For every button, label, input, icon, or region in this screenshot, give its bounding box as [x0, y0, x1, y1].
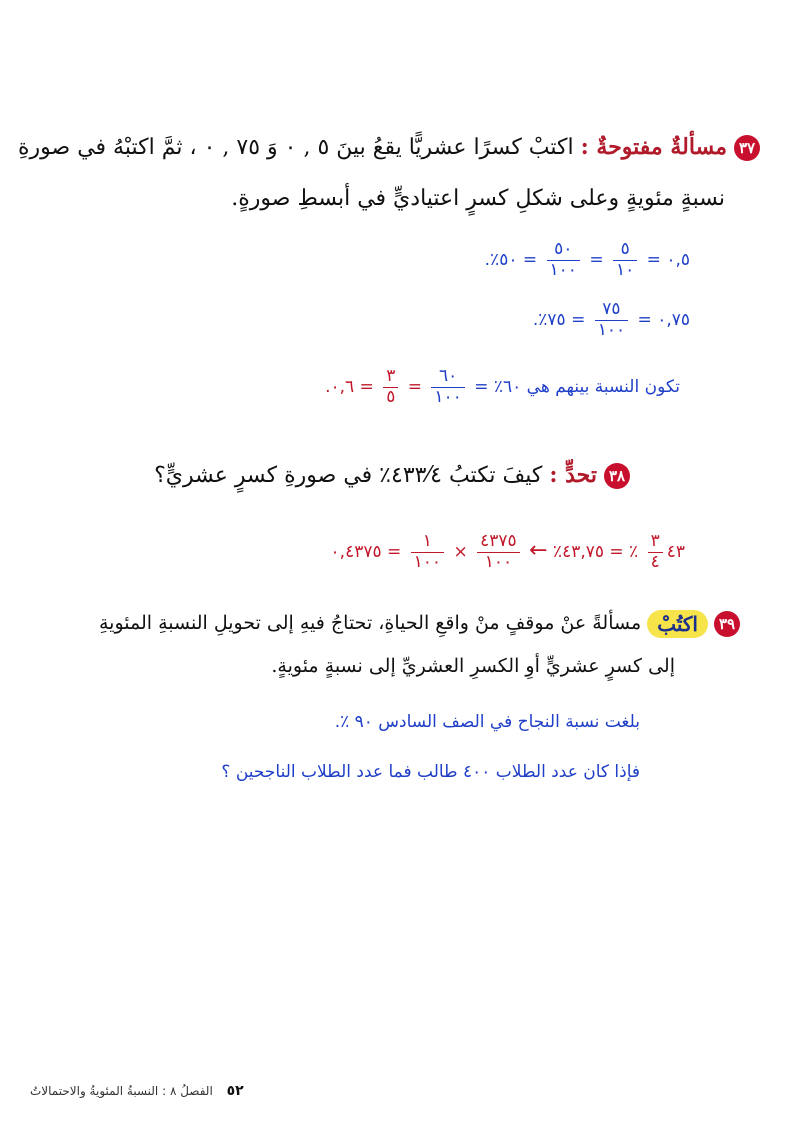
eq3-mid: = — [407, 377, 422, 398]
problem-39-number: ٣٩ — [714, 611, 740, 637]
answer-1-text: بلغت نسبة النجاح في الصف السادس ٩٠ ٪. — [334, 712, 640, 732]
problem-39-text-1: مسألةً عنْ موقفٍ منْ واقعِ الحياةِ، تحتاجُ فيهِ إلى تحويلِ النسبةِ المئويةِ — [99, 612, 642, 634]
p39-answer-2 — [221, 762, 640, 782]
problem-38-number: ٣٨ — [604, 463, 630, 489]
eq1-mid: = — [589, 250, 604, 271]
p37-equation-2 — [533, 300, 690, 340]
eq1-lhs: ٠,٥ = — [646, 250, 690, 271]
mixed-fraction: $\frac{٣}{٤}$ — [648, 532, 663, 572]
problem-39-line-1 — [99, 610, 740, 638]
problem-38-text: كيفَ تكتبُ ٤٣٣⁄٤٪ في صورةِ كسرٍ عشريٍّ؟ — [154, 463, 543, 488]
p37-equation-1 — [485, 240, 690, 280]
eq1-fraction-2: $\frac{٥٠}{١٠٠}$ — [547, 240, 580, 280]
ans-rhs: = ٠,٤٣٧٥ — [330, 542, 402, 563]
p39-answer-1 — [335, 712, 640, 732]
eq3-text: تكون النسبة بينهم هي ٦٠٪ = — [474, 377, 680, 398]
eq2-lhs: ٠,٧٥ = — [637, 310, 690, 331]
page-number: ٥٢ — [226, 1083, 244, 1099]
problem-39-text-2: إلى كسرٍ عشريٍّ أوِ الكسرِ العشريِّ إلى نسبةٍ مئويةٍ. — [271, 655, 675, 677]
eq3-fraction-1: $\frac{٦٠}{١٠٠}$ — [431, 367, 464, 407]
eq3-fraction-2: $\frac{٣}{٥}$ — [383, 367, 398, 407]
problem-38-line — [154, 462, 630, 489]
times: × — [453, 542, 468, 563]
problem-37-text-2: نسبةٍ مئويةٍ وعلى شكلِ كسرٍ اعتياديٍّ في أبسطِ صورةٍ. — [231, 186, 725, 211]
problem-37-number: ٣٧ — [734, 135, 760, 161]
chapter-title: الفصلُ ٨ : النسبةُ المئويةُ والاحتمالاتُ — [30, 1084, 213, 1098]
problem-37-text-1: اكتبْ كسرًا عشريًّا يقعُ بينَ ٥ , ٠ وَ ٧٥ , ٠ ، ثمَّ اكتبْهُ في صورةِ — [18, 135, 574, 160]
problem-39-line-2 — [271, 655, 675, 677]
eq2-fraction: $\frac{٧٥}{١٠٠}$ — [595, 300, 628, 340]
problem-37-line-2 — [231, 186, 725, 211]
eq1-fraction-1: $\frac{٥}{١٠}$ — [613, 240, 637, 280]
p38-answer — [331, 532, 685, 572]
write-badge: اكتُبْ — [647, 610, 708, 638]
arrow-icon: ← — [529, 538, 548, 564]
eq2-rhs: = ٧٥٪. — [532, 310, 586, 331]
ans-fraction-2: $\frac{١}{١٠٠}$ — [411, 532, 444, 572]
problem-38-keyword: تحدٍّ : — [549, 462, 597, 488]
answer-2-text: فإذا كان عدد الطلاب ٤٠٠ طالب فما عدد الطلاب الناجحين ؟ — [221, 762, 640, 782]
problem-37-line-1 — [18, 134, 760, 161]
ans-fraction-1: $\frac{٤٣٧٥}{١٠٠}$ — [477, 532, 520, 572]
eq1-rhs: = ٥٠٪. — [484, 250, 538, 271]
page-footer — [30, 1083, 244, 1099]
p37-equation-3 — [325, 367, 680, 407]
eq3-rhs: = ٠,٦. — [325, 377, 374, 398]
mixed-whole: ٤٣ — [666, 542, 685, 563]
problem-37-keyword: مسألةٌ مفتوحةٌ : — [580, 134, 727, 160]
ans-part1: ٪ = ٤٣,٧٥٪ — [552, 542, 639, 563]
